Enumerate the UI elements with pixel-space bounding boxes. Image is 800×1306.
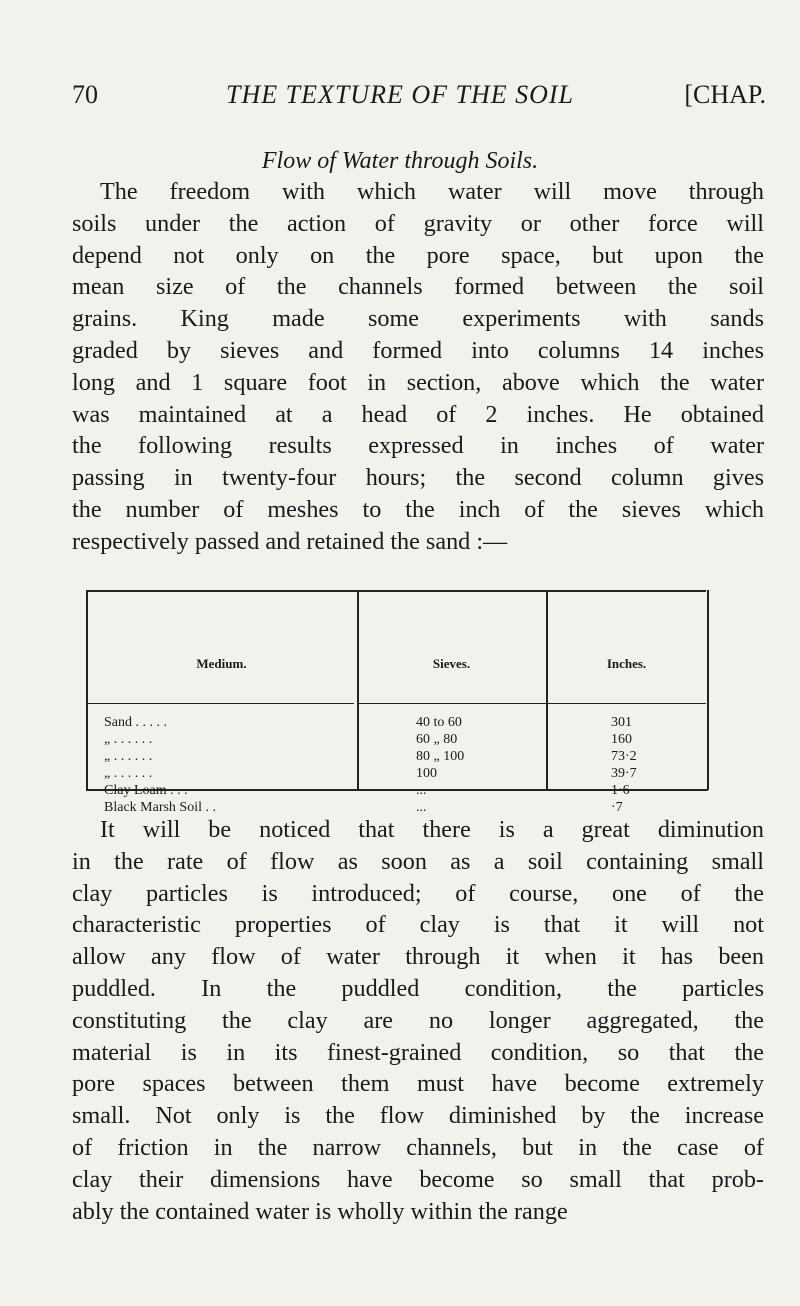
table-right-rule <box>707 590 709 790</box>
table-header-rule-1 <box>86 703 354 704</box>
running-title: THE TEXTURE OF THE SOIL <box>226 80 575 109</box>
section-title: Flow of Water through Soils. <box>261 148 539 174</box>
column-header-medium: Medium. <box>196 656 247 671</box>
table-cell-medium: „ . . . . . . <box>104 766 153 781</box>
column-header-inches: Inches. <box>606 656 647 671</box>
table-top-rule <box>86 590 706 592</box>
table-header-rule-3 <box>548 703 706 704</box>
table-cell-medium: Sand . . . . . <box>104 715 167 730</box>
table-header-rule-2 <box>357 703 546 704</box>
table-cell-inches: 73·2 <box>611 749 637 764</box>
text-line: of friction in the narrow channels, but in the case of <box>72 1133 764 1161</box>
text-line: depend not only on the pore space, but upon the <box>72 241 764 269</box>
text-line: soils under the action of gravity or other force will <box>72 209 764 237</box>
table-cell-sieves: ... <box>416 783 427 798</box>
table-left-rule <box>86 590 88 790</box>
table-cell-inches: ·7 <box>611 800 623 815</box>
text-line: allow any flow of water through it when it has been <box>72 943 764 971</box>
text-line: small. Not only is the flow diminished by the increase <box>72 1102 764 1130</box>
text-line: clay particles is introduced; of course, one of the <box>72 879 764 907</box>
table-cell-sieves: 100 <box>416 766 437 781</box>
table-col2-rule <box>546 590 548 790</box>
chapter-label: [CHAP. <box>684 80 766 109</box>
table-cell-inches: 160 <box>611 732 632 747</box>
table-cell-medium: Clay Loam . . . <box>104 783 188 798</box>
text-line: passing in twenty-four hours; the second column gives <box>72 464 764 492</box>
table-cell-sieves: 80 „ 100 <box>416 749 465 764</box>
table-cell-medium: „ . . . . . . <box>104 732 153 747</box>
text-line: in the rate of flow as soon as a soil containing small <box>72 847 764 875</box>
text-line: material is in its finest-grained condition, so that the <box>72 1038 764 1066</box>
results-table <box>86 590 736 815</box>
table-cell-inches: 39·7 <box>611 766 637 781</box>
text-line: respectively passed and retained the sand :— <box>72 527 508 555</box>
text-line: the following results expressed in inches of water <box>72 432 764 460</box>
text-line: long and 1 square foot in section, above which the water <box>72 368 764 396</box>
column-header-sieves: Sieves. <box>432 656 471 671</box>
text-line: clay their dimensions have become so small that prob- <box>72 1165 764 1193</box>
text-line: ably the contained water is wholly within the range <box>72 1197 568 1225</box>
text-line: puddled. In the puddled condition, the particles <box>72 974 764 1002</box>
table-cell-inches: 1·6 <box>611 783 630 798</box>
text-line: pore spaces between them must have become extremely <box>72 1070 764 1098</box>
text-line: The freedom with which water will move through <box>100 178 764 205</box>
text-line: characteristic properties of clay is that it will not <box>72 911 764 939</box>
page-number: 70 <box>72 80 98 109</box>
paragraph-1 <box>72 176 764 558</box>
text-line: grains. King made some experiments with sands <box>72 305 764 333</box>
table-cell-medium: Black Marsh Soil . . <box>104 800 216 815</box>
table-cell-sieves: 40 to 60 <box>416 715 462 730</box>
text-line: constituting the clay are no longer aggregated, the <box>72 1006 764 1034</box>
text-line: It will be noticed that there is a great diminution <box>100 816 764 843</box>
running-header <box>72 80 766 116</box>
text-line: mean size of the channels formed between the soil <box>72 273 764 301</box>
text-line: the number of meshes to the inch of the sieves which <box>72 495 764 523</box>
table-col1-rule <box>357 590 359 790</box>
table-cell-inches: 301 <box>611 715 632 730</box>
text-line: was maintained at a head of 2 inches. He obtained <box>72 400 764 428</box>
text-line: graded by sieves and formed into columns 14 inches <box>72 336 764 364</box>
table-cell-sieves: 60 „ 80 <box>416 732 458 747</box>
table-cell-medium: „ . . . . . . <box>104 749 153 764</box>
table-cell-sieves: ... <box>416 800 427 815</box>
paragraph-2 <box>72 814 764 1227</box>
